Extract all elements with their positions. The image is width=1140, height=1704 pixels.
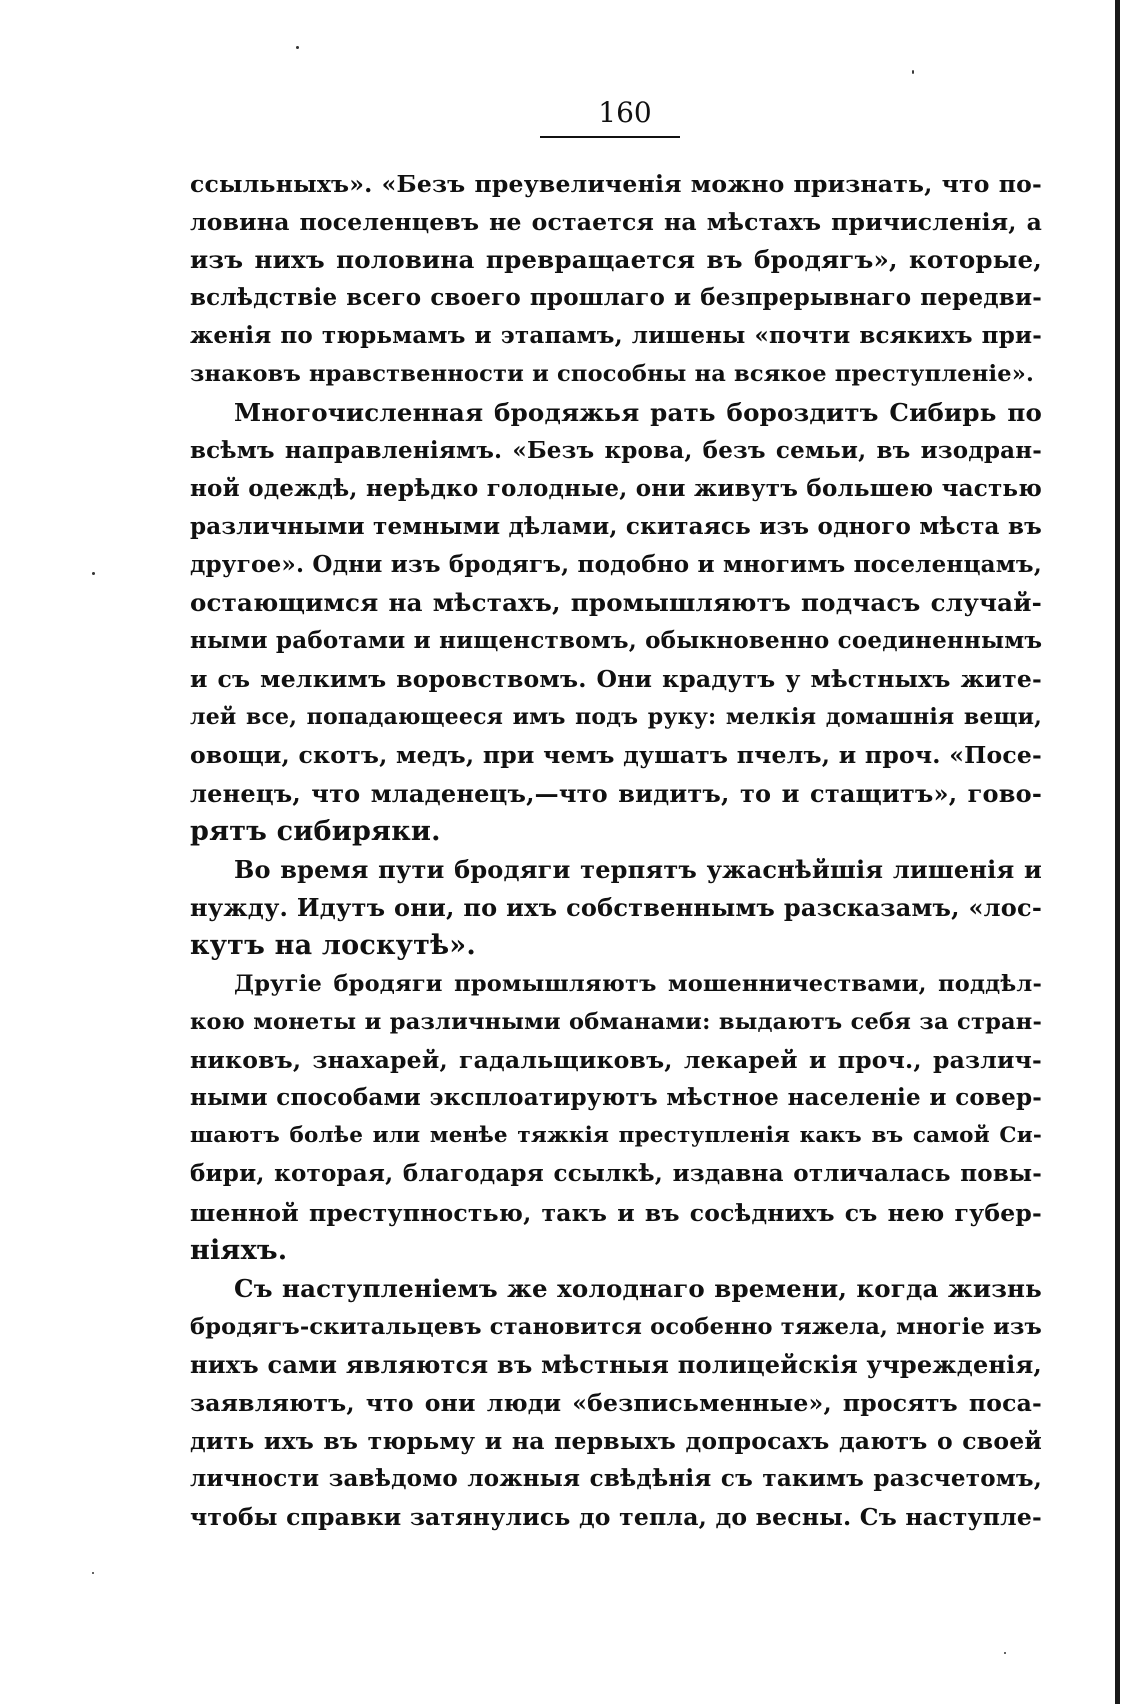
scan-speck [1004, 1652, 1006, 1654]
text-line: рятъ сибиряки. [190, 815, 441, 847]
text-line: дить ихъ въ тюрьму и на первыхъ допросахъ даютъ о своей [190, 1427, 1042, 1456]
scan-speck [92, 572, 95, 575]
text-line: вслѣдствіе всего своего прошлаго и безпрерывнаго передви- [190, 284, 1042, 312]
text-line: ными работами и нищенствомъ, обыкновенно соединеннымъ [190, 627, 1043, 655]
text-line: Во время пути бродяги терпятъ ужаснѣйшія лишенія и [234, 854, 1042, 884]
text-line: личности завѣдомо ложныя свѣдѣнія съ такимъ разсчетомъ, [190, 1465, 1042, 1493]
text-line: овощи, скотъ, медъ, при чемъ душатъ пчелъ, и проч. «Посе- [190, 741, 1042, 770]
page-number: 160 [598, 96, 652, 129]
text-line: ссыльныхъ». «Безъ преувеличенія можно признать, что по- [190, 170, 1042, 198]
text-line: женія по тюрьмамъ и этапамъ, лишены «почти всякихъ при- [190, 322, 1042, 350]
text-line: никовъ, знахарей, гадальщиковъ, лекарей и проч., различ- [190, 1046, 1042, 1075]
text-line: ніяхъ. [190, 1234, 288, 1266]
text-line: Многочисленная бродяжья рать бороздитъ Сибирь по [234, 397, 1042, 427]
text-line: нихъ сами являются въ мѣстныя полицейскія учрежденія, [190, 1349, 1042, 1379]
text-line: бродягъ-скитальцевъ становится особенно тяжела, многіе изъ [190, 1313, 1042, 1340]
text-line: нужду. Идутъ они, по ихъ собственнымъ разсказамъ, «лос- [190, 892, 1042, 922]
text-line: изъ нихъ половина превращается въ бродягъ», которые, [190, 245, 1042, 275]
text-line: ными способами эксплоатируютъ мѣстное населеніе и совер- [190, 1084, 1042, 1112]
text-line: шенной преступностью, такъ и въ сосѣднихъ съ нею губер- [190, 1198, 1042, 1227]
text-line: Другіе бродяги промышляютъ мошенничествами, поддѣл- [234, 970, 1042, 997]
page-edge-shadow [1115, 0, 1120, 1704]
text-line: различными темными дѣлами, скитаясь изъ одного мѣста въ [190, 512, 1042, 540]
text-line: Съ наступленіемъ же холоднаго времени, когда жизнь [234, 1273, 1042, 1303]
body-text [190, 165, 1042, 1536]
header-rule [540, 136, 680, 138]
text-line: шаютъ болѣе или менѣе тяжкія преступленія какъ въ самой Си- [190, 1123, 1042, 1149]
text-line: кутъ на лоскутѣ». [190, 929, 476, 961]
text-line: бири, которая, благодаря ссылкѣ, издавна отличалась повы- [190, 1160, 1042, 1188]
text-line: другое». Одни изъ бродягъ, подобно и многимъ поселенцамъ, [190, 550, 1042, 578]
text-line: ленецъ, что младенецъ,—что видитъ, то и стащитъ», гово- [190, 778, 1042, 808]
text-line: знаковъ нравственности и способны на всякое преступленіе». [190, 361, 1035, 388]
text-line: остающимся на мѣстахъ, промышляютъ подчасъ случай- [190, 588, 1042, 618]
scan-speck [92, 1572, 94, 1574]
text-line: чтобы справки затянулись до тепла, до весны. Съ наступле- [190, 1503, 1042, 1532]
text-line: всѣмъ направленіямъ. «Безъ крова, безъ семьи, въ изодран- [190, 436, 1042, 464]
text-line: ловина поселенцевъ не остается на мѣстахъ причисленія, а [190, 208, 1042, 237]
scan-speck [296, 46, 299, 49]
text-line: кою монеты и различными обманами: выдаютъ себя за стран- [190, 1009, 1042, 1036]
text-line: и съ мелкимъ воровствомъ. Они крадутъ у мѣстныхъ жите- [190, 665, 1042, 694]
text-line: ной одеждѣ, нерѣдко голодные, они живутъ большею частью [190, 474, 1042, 502]
scan-speck [912, 70, 914, 74]
text-line: заявляютъ, что они люди «безписьменные», просятъ поса- [190, 1389, 1042, 1417]
text-line: лей все, попадающееся имъ подъ руку: мелкія домашнія вещи, [190, 704, 1042, 731]
